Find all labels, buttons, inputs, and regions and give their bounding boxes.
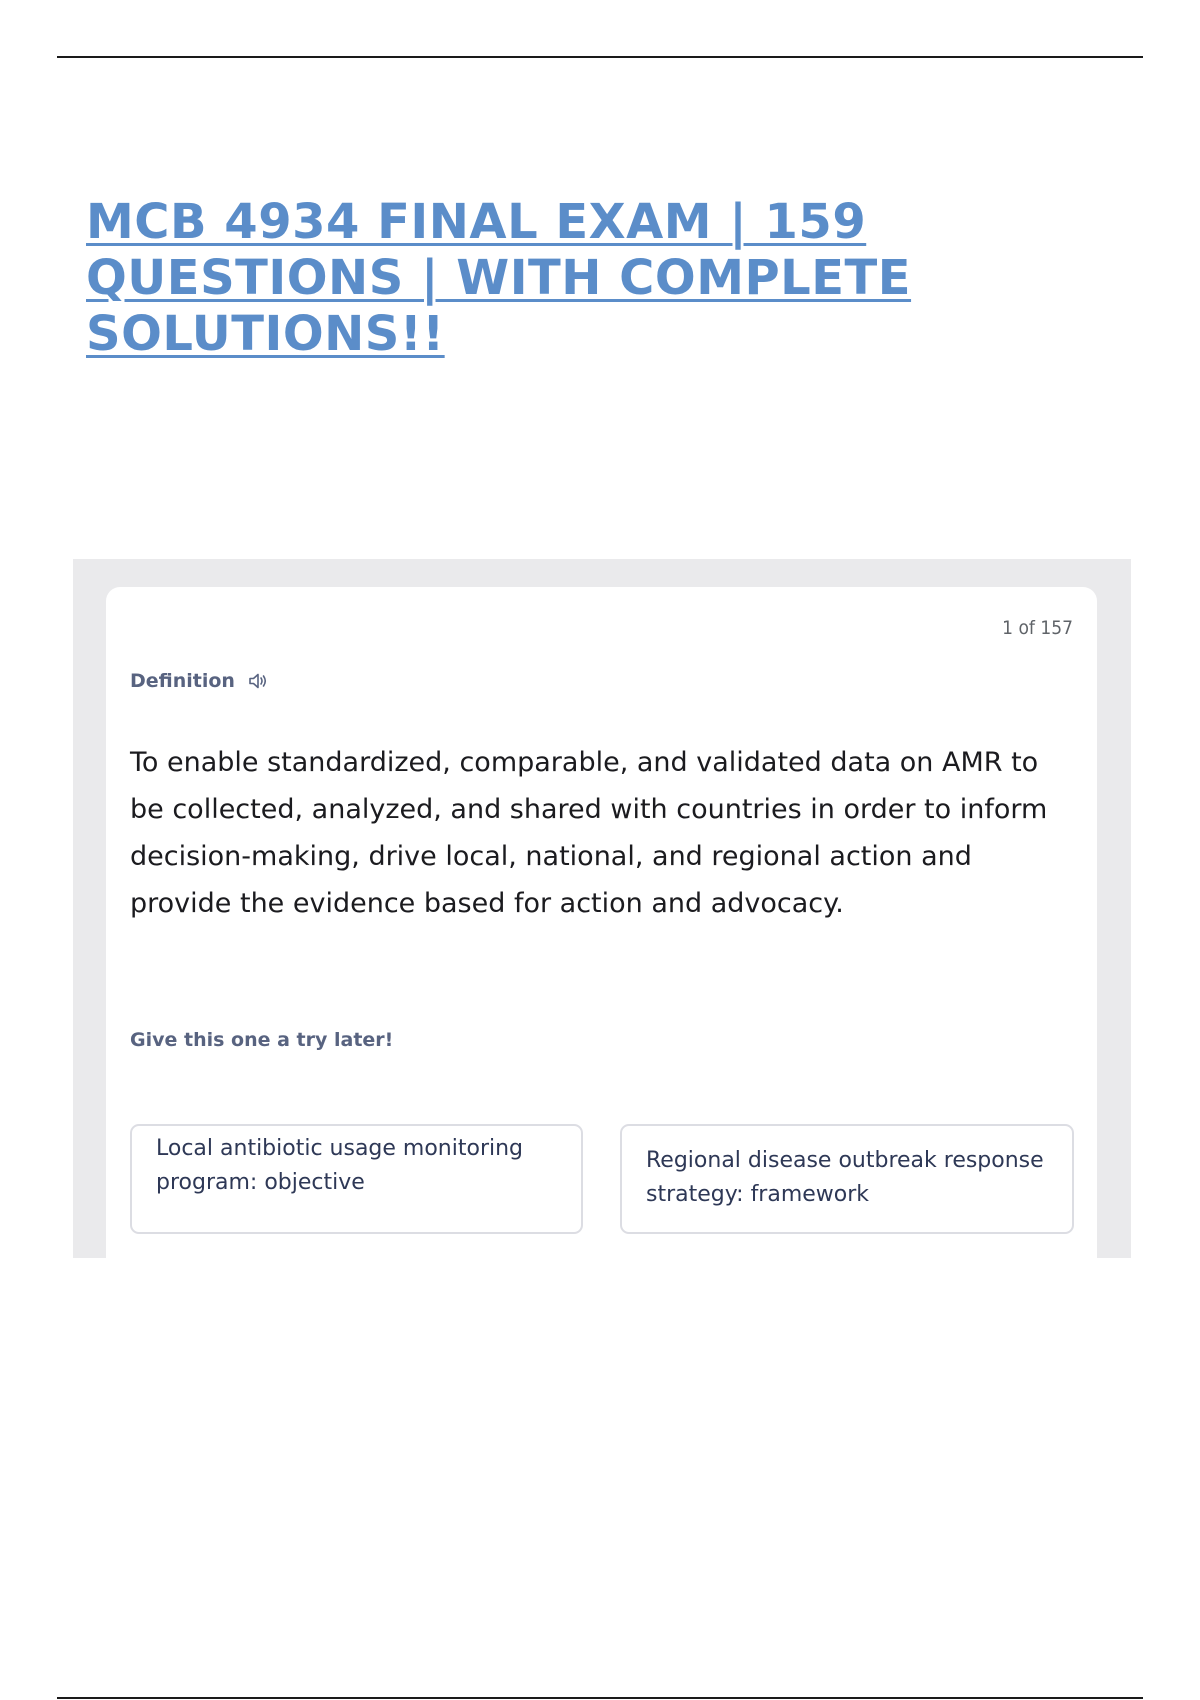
flashcard (106, 587, 1097, 1258)
title-line-1: MCB 4934 FINAL EXAM | 159 (86, 194, 867, 250)
top-rule (57, 56, 1143, 58)
card-counter: 1 of 157 (1002, 617, 1073, 639)
speaker-icon[interactable] (247, 671, 269, 691)
answer-option-2[interactable] (620, 1124, 1074, 1234)
answer-option-label: Regional disease outbreak response strategy: framework (646, 1148, 1044, 1207)
title-line-3: SOLUTIONS!! (86, 306, 445, 362)
try-later-prompt: Give this one a try later! (130, 1029, 394, 1051)
answer-option-1[interactable] (130, 1124, 583, 1234)
document-title[interactable] (86, 194, 986, 362)
title-line-2: QUESTIONS | WITH COMPLETE (86, 250, 912, 306)
term-header (130, 670, 269, 692)
term-label: Definition (130, 670, 235, 692)
answer-option-label: Local antibiotic usage monitoring program: objective (156, 1136, 524, 1195)
definition-text: To enable standardized, comparable, and validated data on AMR to be collected, analyzed, and shared with countries in order to inform decision-making, drive local, national, and regional action and provide the evidence based for action and advocacy. (130, 747, 1048, 919)
flashcard-screenshot (73, 559, 1131, 1258)
bottom-rule (57, 1697, 1143, 1699)
